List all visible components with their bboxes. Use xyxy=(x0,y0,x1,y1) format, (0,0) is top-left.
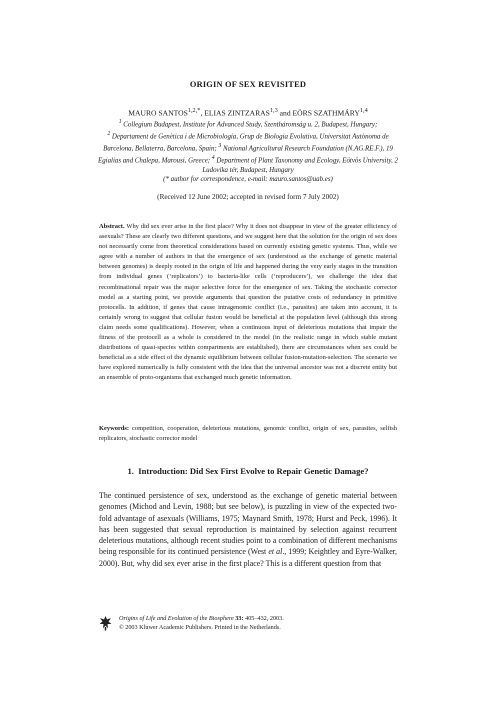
keywords-text: competition, cooperation, deleterious mutations, genomic conflict, origin of sex, parasites, selfish replicators, stochastic corrector model xyxy=(99,425,397,443)
affiliation-1: Collegium Budapest, Institute for Advanced Study, Szentháromság u. 2, Budapest, Hungary; xyxy=(121,121,378,129)
affiliation-2: Departament de Genètica i de Microbiologia, Grup de Biologia Evolutiva, Universitat Autònoma de Barcelona, Bellaterra, Barcelona, Spain; xyxy=(103,133,389,153)
affiliation-4: Department of Plant Taxonomy and Ecology, Eötvös University, 2 Ludovika tér, Budapest, Hungary xyxy=(202,157,398,174)
journal-pages: 405–432, 2003. xyxy=(243,615,284,622)
received-dates: (Received 12 June 2002; accepted in revised form 7 July 2002) xyxy=(157,193,339,201)
body-paragraph: The continued persistence of sex, understood as the exchange of genetic material between genomes (Michod and Levin, 1988; but see below), is puzzling in view of the expected two-fold advantage of asexuals (Williams, 1975; Maynard Smith, 1978; Hurst and Peck, 1996). It has been suggested that sexual reproduction is maintained by selection against recurrent deleterious mutations, although recent studies point to a combination of different mechanisms being responsible for its continued persistence (West et al., 1999; Keightley and Eyre-Walker, 2000). But, why did sex ever arise in the first place? This is a different question from that xyxy=(99,491,398,568)
journal-citation xyxy=(119,614,399,623)
section-number: 1. xyxy=(127,466,134,476)
abstract-text: Why did sex ever arise in the first place? Why it does not disappear in view of the greater efficiency of asexuals? These are clearly two different questions, and we suggest here that the solution for the origin of sex does not necessarily come from theoretical considerations based on currently existing genetic systems. Thus, while we agree with a number of authors in that the emergence of sex (understood as the exchange of genetic material between genomes) is deeply rooted in the origin of life and happened during the very early stages in the transition from individual genes (‘replicators’) to bacteria-like cells (‘reproducers’), we challenge the idea that recombinational repair was the major selective force for the emergence of sex. Taking the stochastic corrector model as a starting point, we provide arguments that question the putative costs of redundancy in primitive protocells. In addition, if genes that cause intragenomic conflict (i.e., parasites) are taken into account, it is certainly wrong to suggest that cellular fusion would be beneficial at the population level (although this strong claim needs some qualifications). However, when a continuous input of deleterious mutations that impair the fitness of the protocell as a whole is considered in the model (in the realistic range in which stable mutant distributions of quasi-species within compartments are established), there are circumstances when sex could be beneficial as a side effect of the dynamic equilibrium between cellular fusion-mutation-selection. The scenario we have explored numerically is fully consistent with the idea that the universal ancestor was not a discrete entity but an ensemble of proto-organisms that exchanged much genetic information. xyxy=(99,223,397,382)
author-block xyxy=(96,106,400,185)
abstract xyxy=(99,222,397,384)
publisher-logo-icon xyxy=(99,615,112,631)
section-heading xyxy=(0,466,496,476)
section-title: Introduction: Did Sex First Evolve to Repair Genetic Damage? xyxy=(138,466,369,476)
journal-volume: 33: xyxy=(233,615,244,622)
copyright-line: © 2003 Kluwer Academic Publishers. Printed in the Netherlands. xyxy=(119,624,281,631)
paper-title: ORIGIN OF SEX REVISITED xyxy=(189,80,307,89)
journal-name: Origins of Life and Evolution of the Biosphere xyxy=(119,615,234,622)
affiliations: $^1$ Collegium Budapest, Institute for Advanced Study, Szentháromság u. 2, Budapest, Hungary; $^2$ Departament de Genètica i de Microbiologia, Grup de Biologia Evolutiva, Universitat Autònoma de Barcelona, Bellaterra, Barcelona, Spain; $^3$ National Agricultural Research Foundation (N.AG.RE.F.), 19 Egialias and Chalepa, Marousi, Greece; $^4$ Department of Plant Taxonomy and Ecology, Eötvös University, 2 Ludovika tér, Budapest, Hungary (* author for correspondence, e-mail: mauro.santos@uab.es) xyxy=(98,119,398,184)
abstract-label: Abstract. xyxy=(99,223,125,230)
affiliation-3: National Agricultural Research Foundation (N.AG.RE.F.), 19 Egialias and Chalepa, Marousi, Greece; xyxy=(98,145,393,165)
keywords-label: Keywords: xyxy=(99,425,130,432)
author-names: MAURO $SANTOS^{1,2,*}$, ELIAS ZINTZARAS$^{1,3}$ and EÖRS SZATHMÁRY$^{1,4}$ xyxy=(128,107,368,118)
keywords xyxy=(99,424,397,444)
correspondence-note: (* author for correspondence, e-mail: mauro.santos@uab.es) xyxy=(163,176,333,184)
